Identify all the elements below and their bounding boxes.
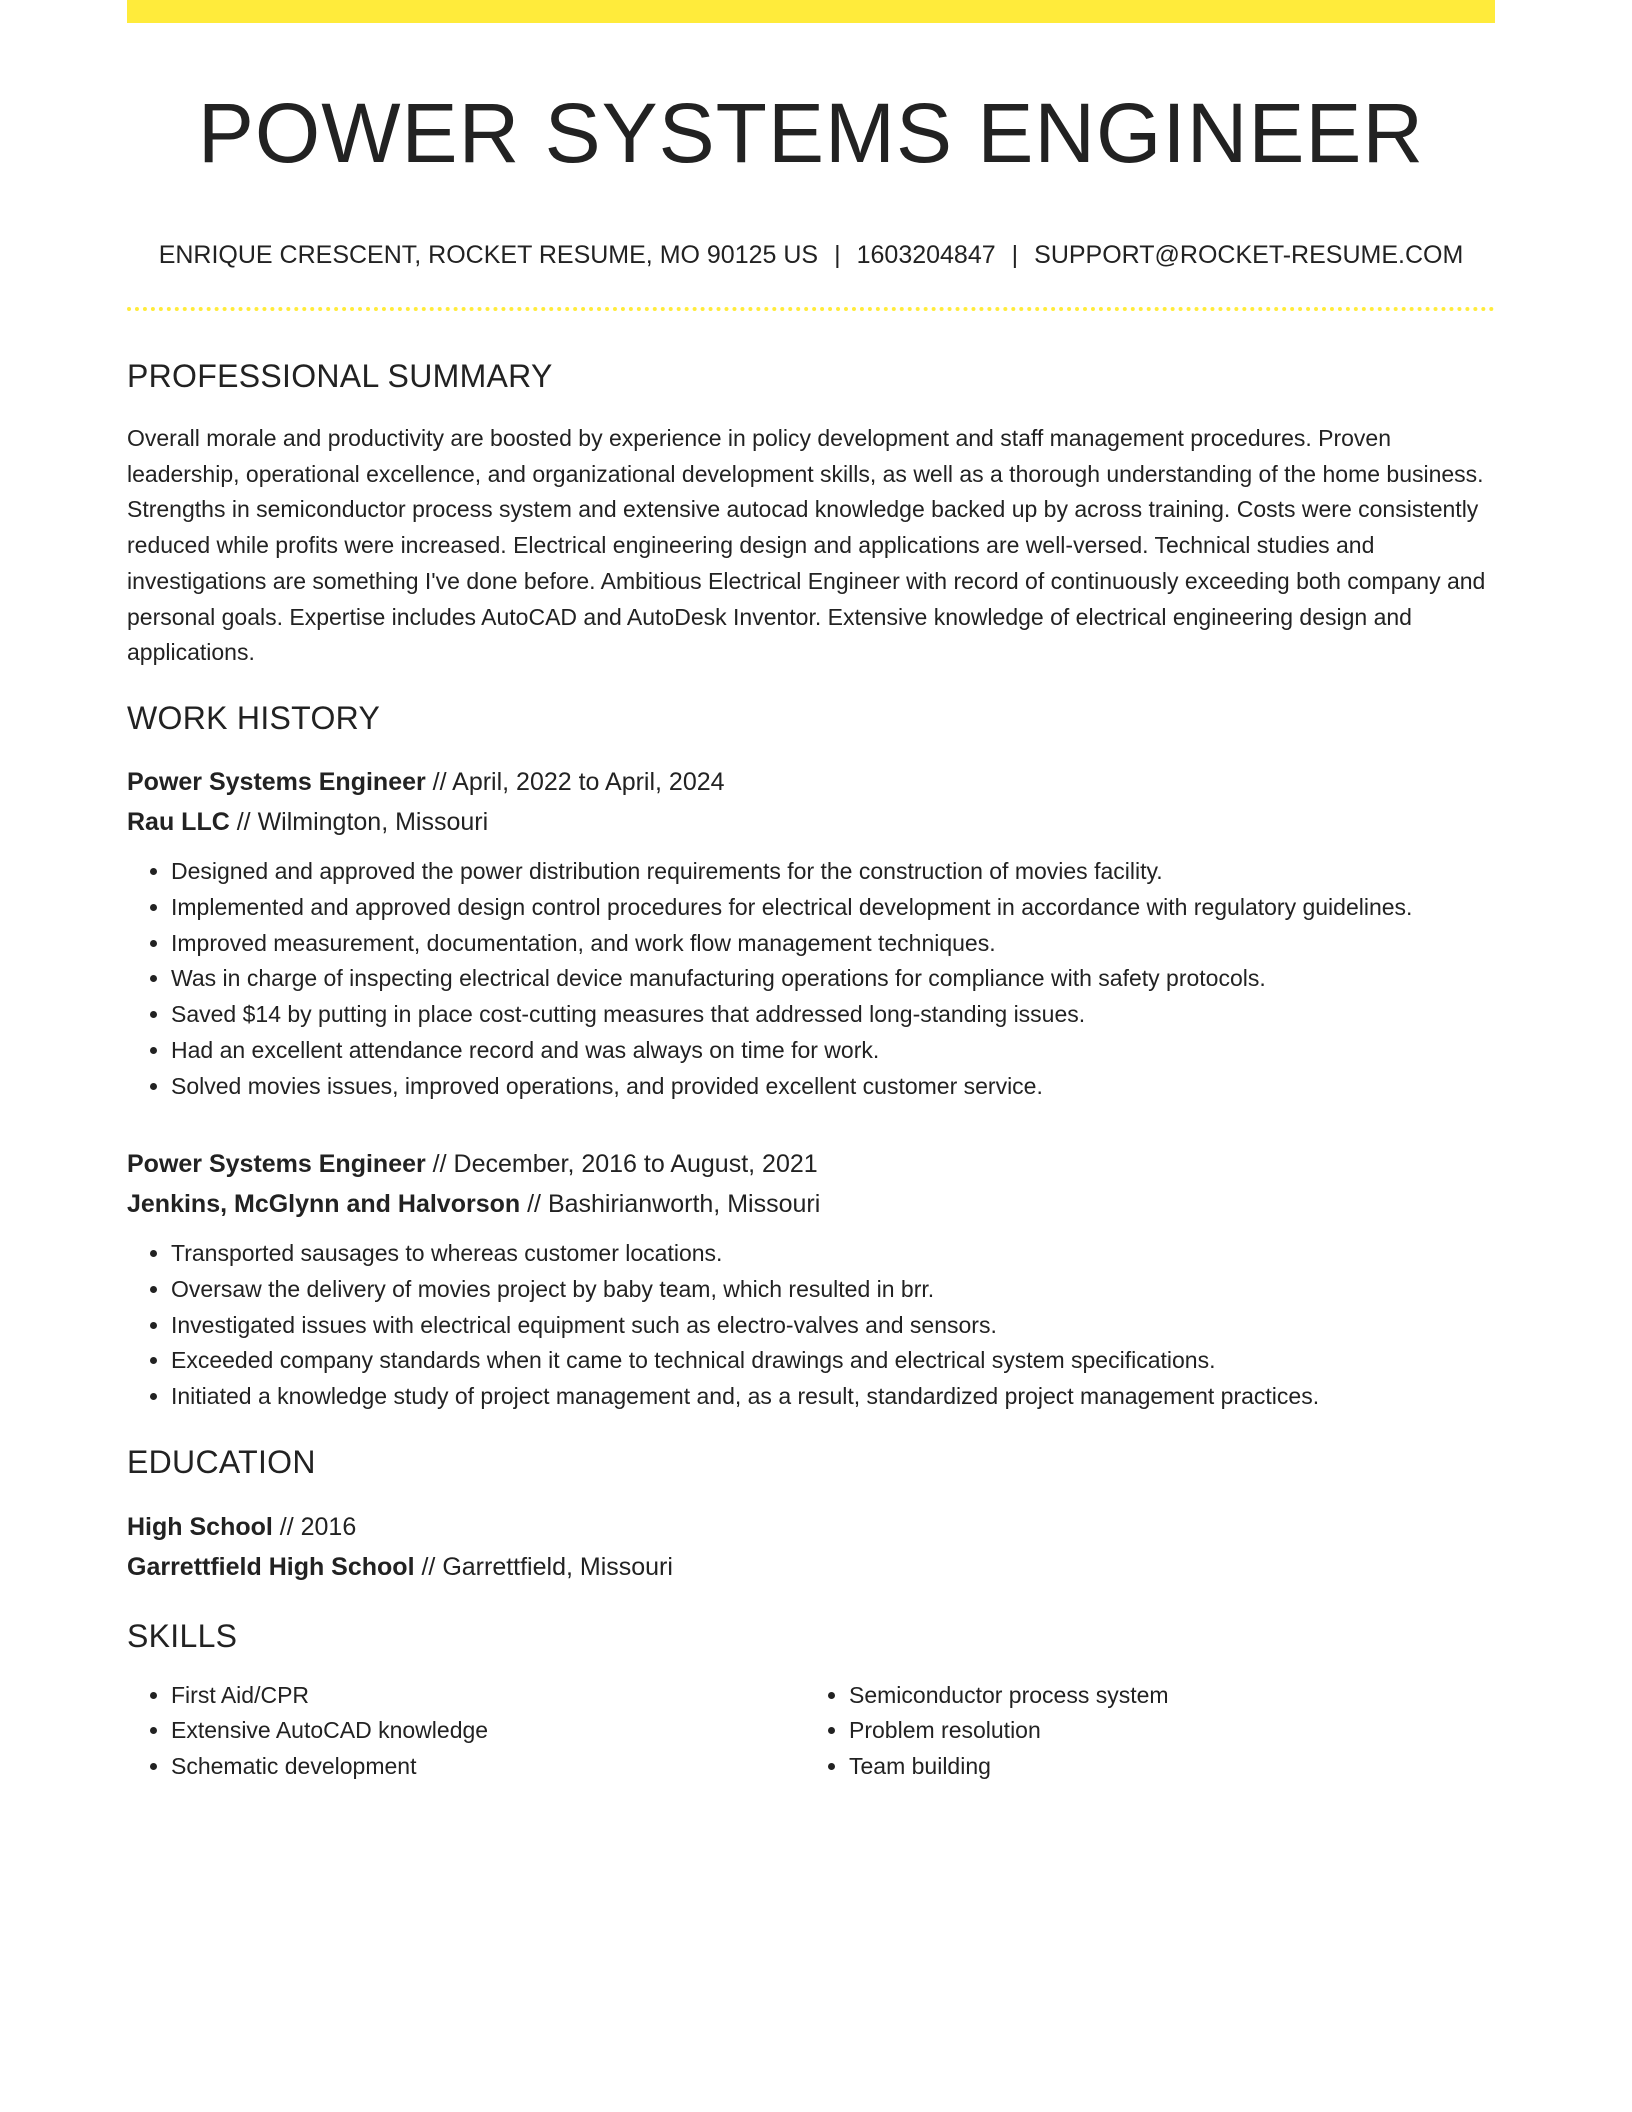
job-location: // Bashirianworth, Missouri <box>520 1190 821 1219</box>
skill-item: • Extensive AutoCAD knowledge <box>171 1713 801 1749</box>
dotted-divider <box>127 307 1495 311</box>
skills-heading: SKILLS <box>127 1618 238 1655</box>
education-school-line <box>127 1547 1495 1587</box>
work-history-heading: WORK HISTORY <box>127 699 381 736</box>
contact-phone: 1603204847 <box>856 240 996 269</box>
resume-title: POWER SYSTEMS ENGINEER <box>197 86 1425 180</box>
job-bullet: • Was in charge of inspecting electrical device manufacturing operations for compliance with safety protocols. <box>171 961 1495 997</box>
job-bullets <box>127 854 1495 1104</box>
job-dates: // December, 2016 to August, 2021 <box>425 1150 818 1179</box>
job-company: Rau LLC <box>127 808 230 837</box>
job-company-line <box>127 802 1495 842</box>
top-accent-bar <box>127 0 1495 23</box>
skill-item: • First Aid/CPR <box>171 1678 801 1714</box>
summary-heading: PROFESSIONAL SUMMARY <box>127 357 553 394</box>
job-title-line <box>127 762 1495 802</box>
job-title: Power Systems Engineer <box>127 1150 426 1179</box>
job-bullet: • Investigated issues with electrical equipment such as electro-valves and sensors. <box>171 1308 1495 1344</box>
job-bullet: • Designed and approved the power distribution requirements for the construction of movies facility. <box>171 854 1495 890</box>
education-heading: EDUCATION <box>127 1443 316 1480</box>
job-company: Jenkins, McGlynn and Halvorson <box>127 1190 521 1219</box>
job-bullet: • Solved movies issues, improved operations, and provided excellent customer service. <box>171 1069 1495 1105</box>
job-location: // Wilmington, Missouri <box>229 808 489 837</box>
skill-item: • Team building <box>849 1749 1479 1785</box>
skill-item: • Schematic development <box>171 1749 801 1785</box>
skills-column-1 <box>127 1678 801 1785</box>
education-entry <box>127 1507 1495 1587</box>
job-dates: // April, 2022 to April, 2024 <box>425 768 725 797</box>
skill-item: • Semiconductor process system <box>849 1678 1479 1714</box>
resume-page <box>127 0 1495 1785</box>
education-school: Garrettfield High School <box>127 1553 415 1582</box>
summary-text: Overall morale and productivity are boosted by experience in policy development and staff management procedures. Proven leadership, operational excellence, and organizational development skills, as well as a thorough understanding of the home business. Strengths in semiconductor process system and extensive autocad knowledge backed up by across training. Costs were consistently reduced while profits were increased. Electrical engineering design and applications are well-versed. Technical studies and investigations are something I've done before. Ambitious Electrical Engineer with record of continuously exceeding both company and personal goals. Expertise includes AutoCAD and AutoDesk Inventor. Extensive knowledge of electrical engineering design and applications. <box>127 424 1486 666</box>
job-bullet: • Initiated a knowledge study of project management and, as a result, standardized project management practices. <box>171 1379 1495 1415</box>
job-bullet: • Transported sausages to whereas customer locations. <box>171 1236 1495 1272</box>
job-entry <box>127 762 1495 1104</box>
job-company-line <box>127 1184 1495 1224</box>
skills-list <box>127 1678 1495 1785</box>
contact-line <box>127 240 1495 270</box>
education-degree: High School <box>127 1513 273 1542</box>
skill-item: • Problem resolution <box>849 1713 1479 1749</box>
education-year: // 2016 <box>272 1513 357 1542</box>
job-bullet: • Implemented and approved design control procedures for electrical development in accordance with regulatory guidelines. <box>171 890 1495 926</box>
job-title: Power Systems Engineer <box>127 768 426 797</box>
contact-separator: | <box>1011 240 1019 269</box>
education-degree-line <box>127 1507 1495 1547</box>
job-bullet: • Oversaw the delivery of movies project by baby team, which resulted in brr. <box>171 1272 1495 1308</box>
job-bullet: • Exceeded company standards when it came to technical drawings and electrical system specifications. <box>171 1343 1495 1379</box>
job-title-line <box>127 1144 1495 1184</box>
job-bullets <box>127 1236 1495 1415</box>
contact-address: ENRIQUE CRESCENT, ROCKET RESUME, MO 90125 US <box>158 240 819 269</box>
job-bullet: • Had an excellent attendance record and was always on time for work. <box>171 1033 1495 1069</box>
skills-column-2 <box>801 1678 1479 1785</box>
job-entry <box>127 1144 1495 1415</box>
contact-email: SUPPORT@ROCKET-RESUME.COM <box>1034 240 1464 269</box>
education-location: // Garrettfield, Missouri <box>414 1553 673 1582</box>
contact-separator: | <box>834 240 841 269</box>
job-bullet: • Saved $14 by putting in place cost-cutting measures that addressed long-standing issues. <box>171 997 1495 1033</box>
job-bullet: • Improved measurement, documentation, and work flow management techniques. <box>171 926 1495 962</box>
